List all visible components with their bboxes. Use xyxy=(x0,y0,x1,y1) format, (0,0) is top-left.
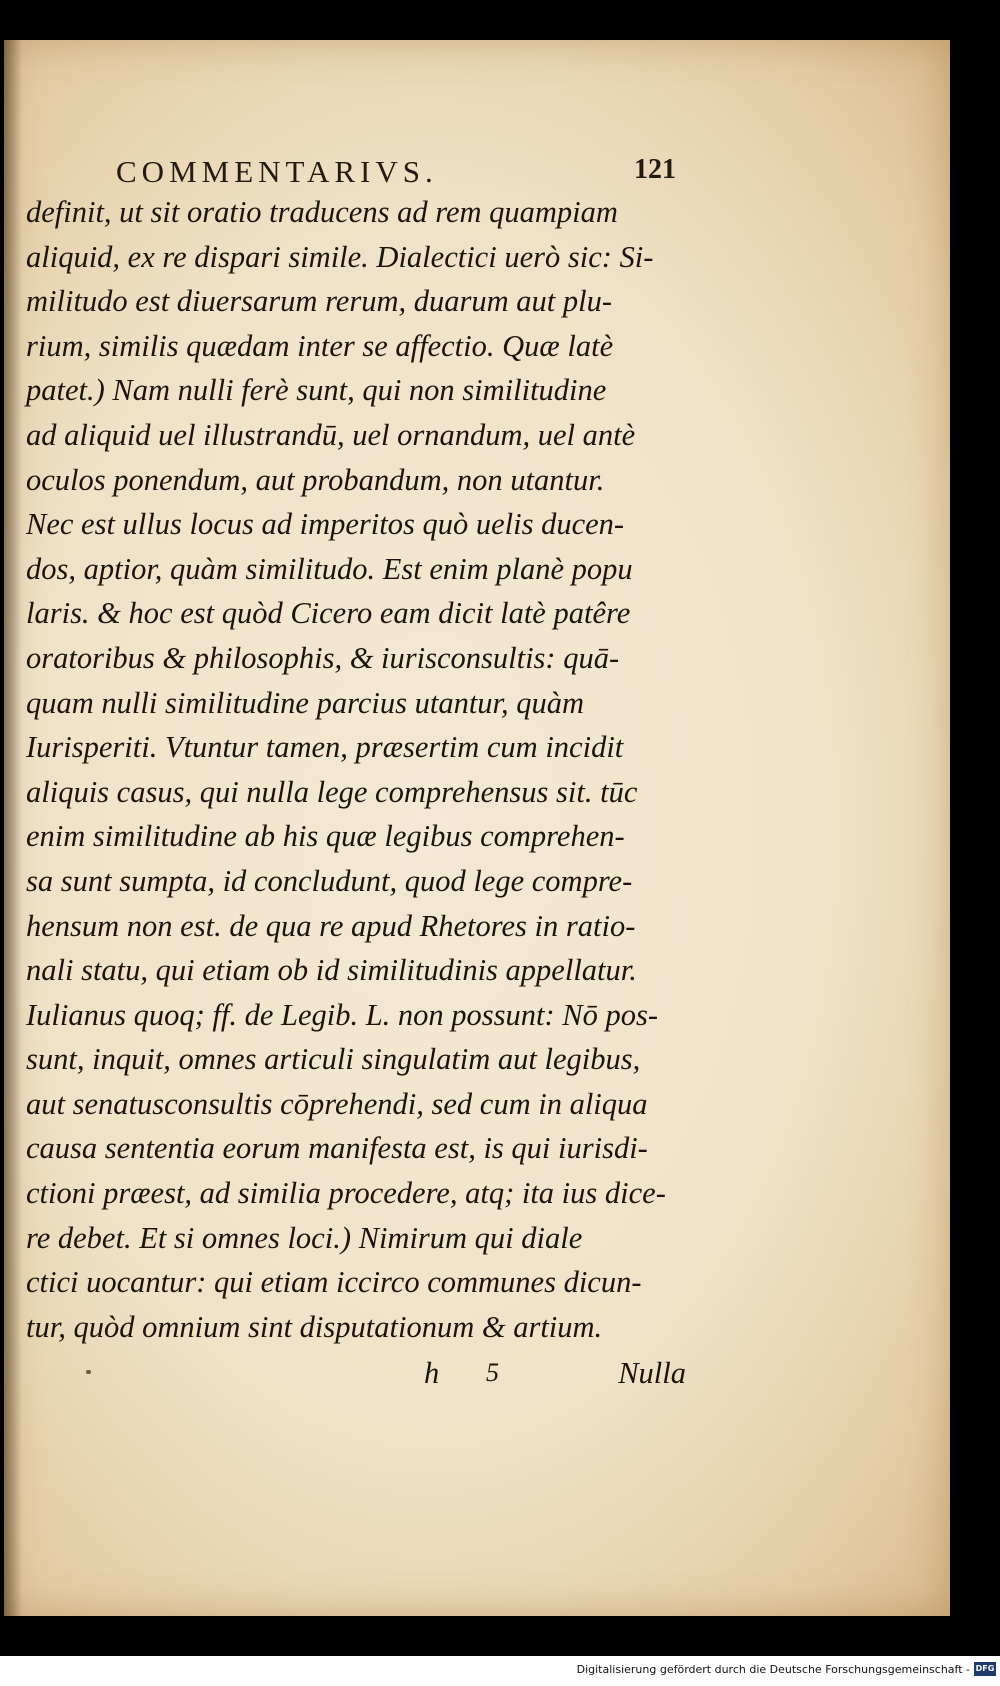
text-line: aliquis casus, qui nulla lege comprehensus sit. tūc xyxy=(26,774,638,809)
signature-mark: h xyxy=(424,1356,440,1390)
text-line: sunt, inquit, omnes articuli singulatim aut legibus, xyxy=(26,1042,641,1077)
text-line: ctici uocantur: qui etiam iccirco communes dicun- xyxy=(26,1265,642,1300)
text-line: oculos ponendum, aut probandum, non utantur. xyxy=(26,462,605,497)
text-line: militudo est diuersarum rerum, duarum aut plu- xyxy=(26,284,612,319)
text-line: ctioni præest, ad similia procedere, atq; ita ius dice- xyxy=(26,1176,666,1211)
text-line: hensum non est. de qua re apud Rhetores in ratio- xyxy=(26,908,636,943)
text-line: aliquid, ex re dispari simile. Dialectici uerò sic: Si- xyxy=(26,239,654,274)
dfg-logo: DFG xyxy=(974,1662,996,1676)
running-head: COMMENTARIVS. xyxy=(116,154,438,189)
text-line: re debet. Et si omnes loci.) Nimirum qui diale xyxy=(26,1220,583,1255)
text-line: sa sunt sumpta, id concludunt, quod lege compre- xyxy=(26,863,633,898)
text-line: Nec est ullus locus ad imperitos quò uelis ducen- xyxy=(26,507,625,542)
catchword: Nulla xyxy=(618,1356,686,1390)
text-line: definit, ut sit oratio traducens ad rem quampiam xyxy=(26,195,618,229)
footer-credit: Digitalisierung gefördert durch die Deutsche Forschungsgemeinschaft - xyxy=(576,1663,970,1676)
text-line: Iulianus quoq; ff. de Legib. L. non possunt: Nō pos- xyxy=(26,997,659,1032)
text-line: laris. & hoc est quòd Cicero eam dicit latè patêre xyxy=(26,596,631,631)
page-number: 121 xyxy=(634,154,676,185)
text-line: rium, similis quædam inter se affectio. Quæ latè xyxy=(26,328,614,363)
body-text xyxy=(26,190,686,1349)
book-page xyxy=(4,40,950,1616)
text-line: tur, quòd omnium sint disputationum & artium. xyxy=(26,1309,603,1344)
text-line: nali statu, qui etiam ob id similitudinis appellatur. xyxy=(26,953,637,988)
catchline xyxy=(26,1356,686,1396)
ink-speck xyxy=(86,1370,91,1374)
text-line: dos, aptior, quàm similitudo. Est enim planè popu xyxy=(26,551,633,586)
text-line: Iurisperiti. Vtuntur tamen, præsertim cum incidit xyxy=(26,730,624,765)
text-line: quam nulli similitudine parcius utantur, quàm xyxy=(26,685,585,720)
text-line: oratoribus & philosophis, & iurisconsultis: quā- xyxy=(26,640,620,675)
text-line: ad aliquid uel illustrandū, uel ornandum, uel antè xyxy=(26,417,636,452)
text-line: patet.) Nam nulli ferè sunt, qui non similitudine xyxy=(26,373,607,408)
text-line: enim similitudine ab his quæ legibus comprehen- xyxy=(26,819,625,854)
text-line: causa sententia eorum manifesta est, is qui iurisdi- xyxy=(26,1131,648,1166)
digitization-footer xyxy=(0,1656,1000,1686)
signature-number: 5 xyxy=(486,1358,499,1387)
text-line: aut senatusconsultis cōprehendi, sed cum in aliqua xyxy=(26,1086,648,1121)
